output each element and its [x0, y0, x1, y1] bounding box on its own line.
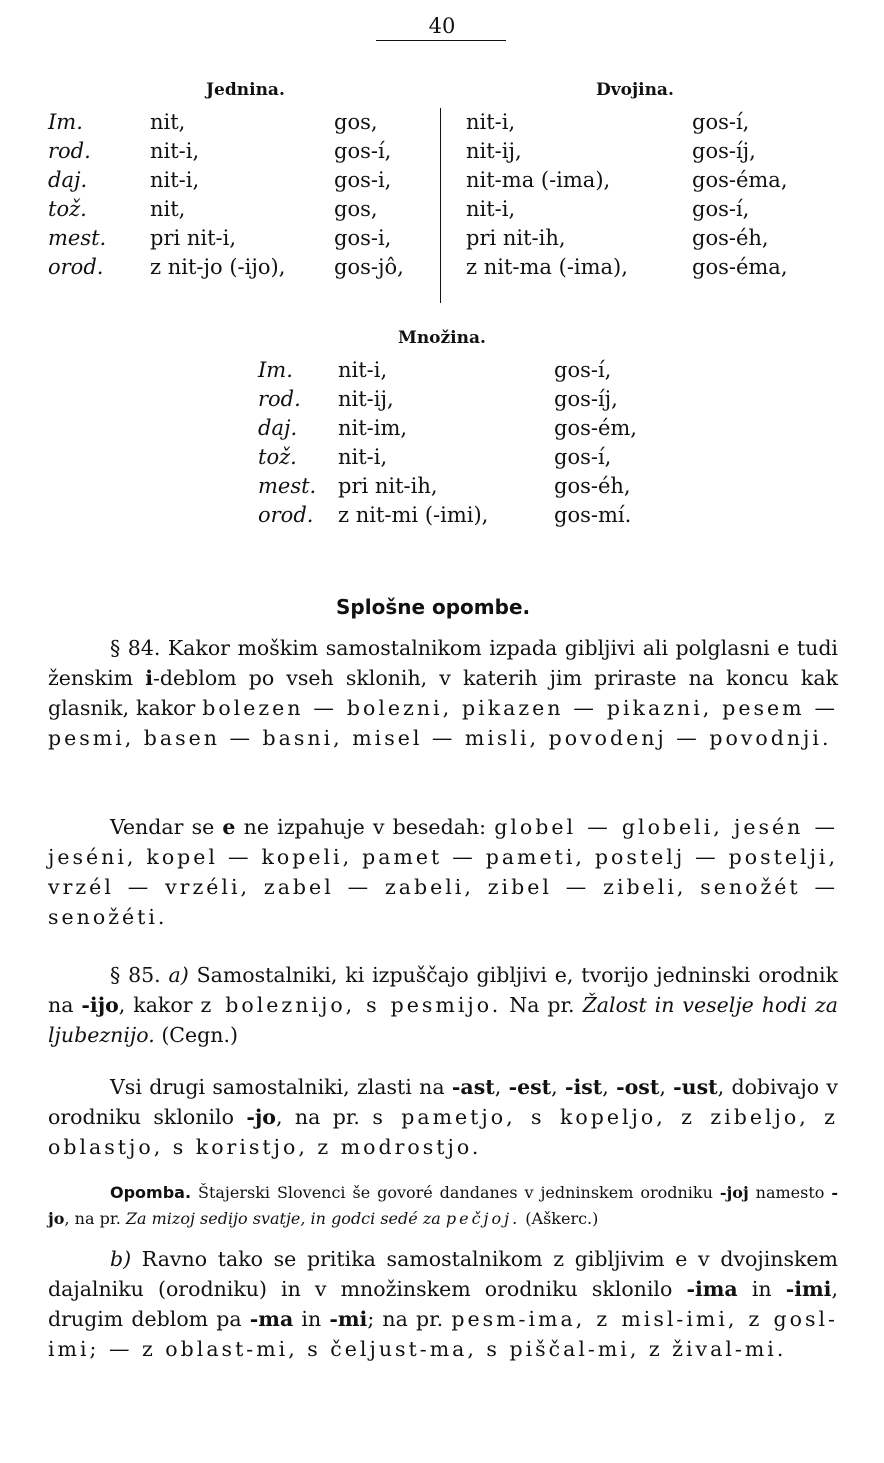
page-number: 40	[428, 14, 456, 38]
table-row	[48, 253, 438, 282]
plural-heading: Množina.	[398, 328, 486, 348]
bold-text: i	[145, 666, 153, 690]
italic-text: b)	[110, 1247, 132, 1271]
bold-text: -ust	[673, 1075, 718, 1099]
table-row	[48, 137, 438, 166]
paragraph	[48, 812, 838, 932]
italic-quote: Za mizoj sedijo svatje, in godci sedé za	[125, 1209, 446, 1228]
table-row	[466, 195, 846, 224]
form-nit: pri nit-ih,	[466, 226, 566, 250]
paragraph-84-continued	[48, 812, 838, 932]
case-label: mest.	[48, 226, 107, 250]
bold-text: -ast	[451, 1075, 495, 1099]
bold-text: -ist	[564, 1075, 603, 1099]
spaced-examples: s pametjo, s kopeljo, z zibeljo, z oblastjo, s koristjo, z modrostjo.	[48, 1105, 838, 1159]
table-row	[466, 253, 846, 282]
form-nit: z nit-mi (-imi),	[338, 503, 489, 527]
text: (Cegn.)	[154, 1023, 238, 1047]
form-gos: gos-éma,	[692, 168, 788, 192]
case-label: tož.	[258, 445, 297, 469]
spaced-examples: pesm-ima, z misl-imi, z gosl-imi; — z oblast-mi, s čeljust-ma, s piščal-mi, z žival-mi.	[48, 1307, 838, 1361]
form-gos: gos-íj,	[554, 387, 618, 411]
form-gos: gos-jô,	[334, 255, 404, 279]
bold-text: e	[222, 815, 236, 839]
text: ; na pr.	[367, 1307, 452, 1331]
spaced-examples: bolezen — bolezni, pikazen — pikazni, pesem — pesmi, basen — basni, misel — misli, povodenj — povodnji.	[48, 696, 838, 750]
form-gos: gos-éh,	[554, 474, 631, 498]
text: namesto	[748, 1183, 832, 1202]
text: in	[293, 1307, 330, 1331]
table-row	[258, 472, 678, 501]
paragraph	[48, 1244, 838, 1364]
form-gos: gos-i,	[334, 226, 392, 250]
table-row	[48, 108, 438, 137]
table-row	[466, 108, 846, 137]
note	[48, 1180, 838, 1232]
spaced-examples: globel — globeli, jesén — jeséni, kopel — kopeli, pamet — pameti, postelj — postelji, vrzél — vrzéli, zabel — zabeli, zibel — zibeli, senožét — senožéti.	[48, 815, 838, 929]
plural-table	[258, 356, 678, 530]
form-gos: gos-éma,	[692, 255, 788, 279]
form-nit: nit-ij,	[466, 139, 522, 163]
bold-text: -jo	[246, 1105, 276, 1129]
column-divider	[440, 108, 441, 303]
form-nit: nit-i,	[338, 358, 388, 382]
case-label: Im.	[48, 110, 83, 134]
bold-text: -joj	[719, 1183, 749, 1202]
text: , dobivajo v orodniku sklonilo	[48, 1075, 838, 1129]
section-sign: § 84.	[110, 636, 161, 660]
form-nit: pri nit-ih,	[338, 474, 438, 498]
bold-text: -ma	[249, 1307, 294, 1331]
form-nit: nit-ij,	[338, 387, 394, 411]
table-row	[466, 224, 846, 253]
form-nit: nit,	[150, 110, 186, 134]
spaced-italic: pečjoj.	[445, 1209, 521, 1228]
text: , na pr.	[275, 1105, 373, 1129]
paragraph	[48, 1072, 838, 1162]
dual-heading: Dvojina.	[596, 80, 674, 100]
paragraph-85-b	[48, 1244, 838, 1364]
spaced-examples: z boleznijo, s pesmijo.	[200, 993, 502, 1017]
text: ,	[551, 1075, 565, 1099]
form-gos: gos,	[334, 110, 378, 134]
bold-text: -imi	[785, 1277, 832, 1301]
bold-text: -ost	[616, 1075, 660, 1099]
table-row	[258, 414, 678, 443]
text: ne izpahuje v besedah:	[235, 815, 495, 839]
form-nit: nit-im,	[338, 416, 408, 440]
text: Ravno tako se pritika samostalnikom z gibljivim e v dvojinskem dajalniku (orodniku) in v množinskem orodniku sklonilo	[48, 1247, 838, 1301]
form-nit: nit-i,	[466, 110, 516, 134]
case-label: Im.	[258, 358, 293, 382]
table-row	[258, 385, 678, 414]
text: -deblom po vseh sklonih, v katerih jim priraste na koncu kak glasnik, kakor	[48, 666, 838, 720]
case-label: daj.	[258, 416, 298, 440]
form-gos: gos-í,	[692, 110, 750, 134]
text: Štajerski Slovenci še govoré dandanes v jedninskem orodniku	[191, 1183, 720, 1202]
bold-text: -mi	[329, 1307, 368, 1331]
form-gos: gos-éh,	[692, 226, 769, 250]
form-gos: gos-íj,	[692, 139, 756, 163]
form-gos: gos-í,	[334, 139, 392, 163]
table-row	[258, 443, 678, 472]
form-gos: gos,	[334, 197, 378, 221]
bold-text: -jo	[48, 1183, 838, 1228]
text: (Aškerc.)	[520, 1209, 599, 1228]
singular-table	[48, 108, 438, 282]
text: ,	[494, 1075, 509, 1099]
paragraph	[48, 633, 838, 753]
paragraph-85	[48, 960, 838, 1050]
note-paragraph	[48, 1180, 838, 1232]
form-nit: z nit-jo (-ijo),	[150, 255, 286, 279]
table-row	[466, 137, 846, 166]
form-nit: nit-i,	[466, 197, 516, 221]
table-row	[258, 356, 678, 385]
bold-text: -ijo	[81, 993, 119, 1017]
text: , na pr.	[64, 1209, 126, 1228]
note-label: Opomba.	[110, 1183, 192, 1202]
bold-text: -est	[508, 1075, 552, 1099]
case-label: rod.	[48, 139, 91, 163]
section-title: Splošne opombe.	[336, 595, 531, 619]
table-row	[466, 166, 846, 195]
italic-text: a)	[168, 963, 189, 987]
case-label: rod.	[258, 387, 301, 411]
italic-quote: Žalost in veselje hodi za ljubeznijo.	[48, 993, 838, 1047]
form-nit: nit-i,	[150, 139, 200, 163]
text: in	[737, 1277, 786, 1301]
paragraph-84	[48, 633, 838, 753]
case-label: daj.	[48, 168, 88, 192]
text: , kakor	[118, 993, 201, 1017]
form-nit: z nit-ma (-ima),	[466, 255, 628, 279]
singular-heading: Jednina.	[206, 80, 285, 100]
text: ,	[602, 1075, 617, 1099]
text: , drugim deblom pa	[48, 1277, 838, 1331]
text: ,	[659, 1075, 674, 1099]
text: Kakor moškim samostalnikom izpada gibljivi ali polglasni e tudi ženskim	[48, 636, 838, 690]
text: Samostalniki, ki izpuščajo gibljivi e, tvorijo jedninski orodnik na	[48, 963, 838, 1017]
text: Vendar se	[110, 815, 223, 839]
form-gos: gos-í,	[554, 445, 612, 469]
form-nit: nit-ma (-ima),	[466, 168, 611, 192]
form-nit: nit-i,	[338, 445, 388, 469]
table-row	[48, 195, 438, 224]
section-sign: § 85.	[110, 963, 161, 987]
paragraph	[48, 960, 838, 1050]
dual-table	[466, 108, 846, 282]
bold-text: -ima	[686, 1277, 738, 1301]
form-gos: gos-í,	[692, 197, 750, 221]
form-gos: gos-i,	[334, 168, 392, 192]
table-row	[48, 224, 438, 253]
text: Vsi drugi samostalniki, zlasti na	[110, 1075, 452, 1099]
case-label: orod.	[48, 255, 104, 279]
case-label: tož.	[48, 197, 87, 221]
text: Na pr.	[501, 993, 583, 1017]
form-nit: nit-i,	[150, 168, 200, 192]
case-label: mest.	[258, 474, 317, 498]
header-rule	[376, 40, 506, 41]
form-nit: nit,	[150, 197, 186, 221]
table-row	[48, 166, 438, 195]
form-nit: pri nit-i,	[150, 226, 237, 250]
paragraph-85-continued	[48, 1072, 838, 1162]
form-gos: gos-mí.	[554, 503, 632, 527]
form-gos: gos-ém,	[554, 416, 637, 440]
form-gos: gos-í,	[554, 358, 612, 382]
table-row	[258, 501, 678, 530]
case-label: orod.	[258, 503, 314, 527]
